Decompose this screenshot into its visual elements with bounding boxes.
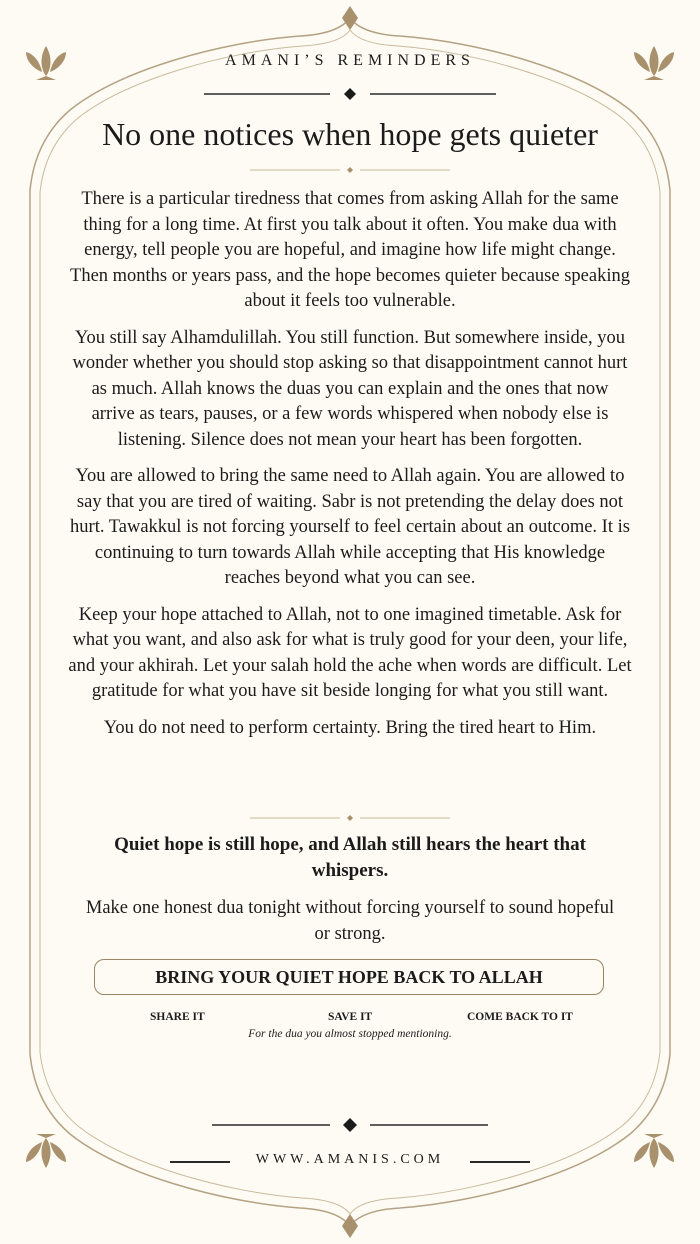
paragraph: You do not need to perform certainty. Bring the tired heart to Him. bbox=[103, 717, 597, 738]
brand-divider bbox=[204, 88, 496, 100]
come-back-link[interactable]: COME BACK TO IT bbox=[467, 1011, 573, 1023]
diamond-icon bbox=[344, 88, 356, 100]
tagline: For the dua you almost stopped mentioning. bbox=[248, 1028, 452, 1040]
footer-divider bbox=[204, 1117, 496, 1133]
paragraph: You are allowed to bring the same need to Allah again. You are allowed to say that you are tired of waiting. Sabr is not pretending the delay does not hurt. Tawakkul is not forcing yourself to feel certain about an outcome. It is continuing to turn towards Allah while accepting that His knowledge reaches beyond what you can see. bbox=[70, 466, 630, 588]
website-footer bbox=[58, 1152, 642, 1172]
action-links bbox=[58, 1011, 642, 1027]
save-link[interactable]: SAVE IT bbox=[328, 1011, 373, 1023]
page-title: No one notices when hope gets quieter bbox=[102, 116, 598, 152]
paragraph: You still say Alhamdulillah. You still function. But somewhere inside, you wonder whether you should stop asking so that disappointment cannot hurt as much. Allah knows the duas you can explain and the ones that now arrive as tears, pauses, or a few words whispered when nobody else is listening. Silence does not mean your heart has been forgotten. bbox=[72, 327, 628, 450]
website-link[interactable]: WWW.AMANIS.COM bbox=[255, 1152, 445, 1167]
reminder-body bbox=[68, 187, 632, 752]
highlight-quote: Quiet hope is still hope, and Allah still hears the heart that whispers. bbox=[114, 834, 586, 881]
footer-line bbox=[470, 1161, 530, 1163]
paragraph: There is a particular tiredness that comes from asking Allah for the same thing for a long time. At first you talk about it often. You make dua with energy, tell people you are hopeful, and imagine how life might change. Then months or years pass, and the hope becomes quieter because speaking about it feels too vulnerable. bbox=[70, 189, 630, 311]
share-link[interactable]: SHARE IT bbox=[150, 1011, 205, 1023]
diamond-icon bbox=[347, 815, 353, 821]
call-to-reflect: Make one honest dua tonight without forcing yourself to sound hopeful or strong. bbox=[85, 898, 615, 944]
quote-divider bbox=[250, 812, 450, 824]
brand-name: AMANI’S REMINDERS bbox=[225, 52, 475, 69]
diamond-icon bbox=[343, 1118, 357, 1132]
diamond-icon bbox=[347, 167, 353, 173]
title-divider bbox=[250, 164, 450, 176]
paragraph: Keep your hope attached to Allah, not to one imagined timetable. Ask for what you want, and also ask for what is truly good for your deen, your life, and your akhirah. Let your salah hold the ache when words are difficult. Let gratitude for what you have sit beside longing for what you still want. bbox=[68, 604, 632, 701]
cta-button[interactable]: BRING YOUR QUIET HOPE BACK TO ALLAH bbox=[94, 959, 604, 995]
